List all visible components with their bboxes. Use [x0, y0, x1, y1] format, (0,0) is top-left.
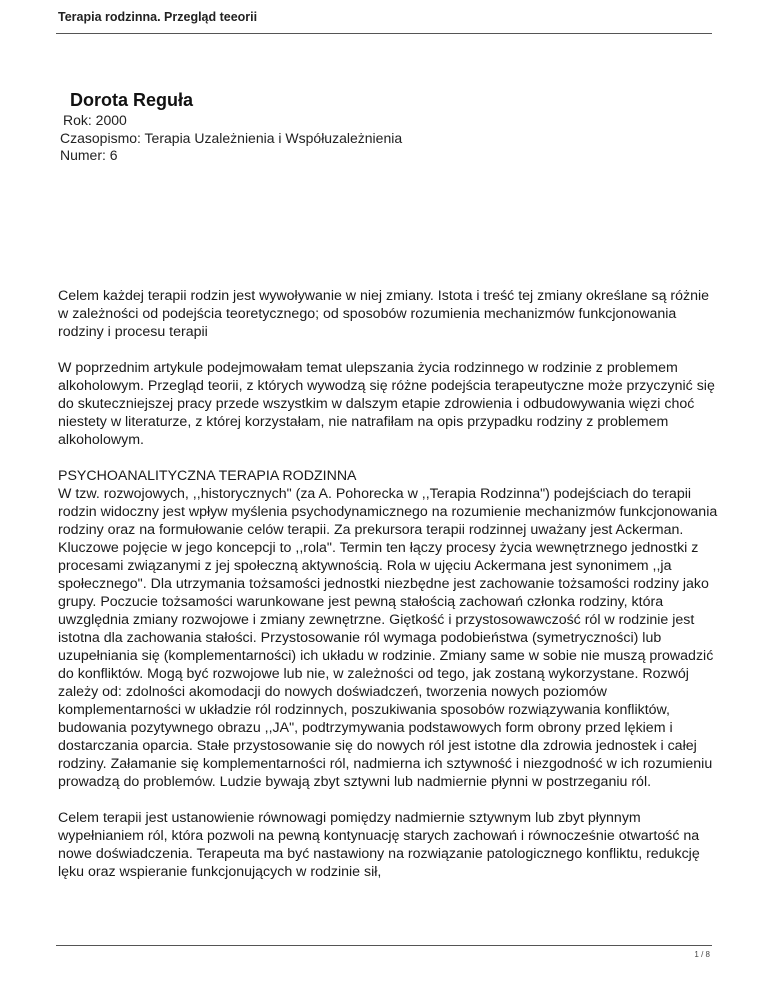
section-block — [58, 467, 718, 791]
document-running-title: Terapia rodzinna. Przegląd teeorii — [58, 10, 258, 24]
author-name: Dorota Reguła — [70, 90, 194, 110]
footer-divider — [56, 945, 712, 946]
article-body — [58, 287, 718, 899]
publication-year: Rok: 2000 — [63, 112, 127, 128]
page-number: 1 / 8 — [694, 950, 710, 959]
header-divider — [56, 33, 712, 34]
body-paragraph: W poprzednim artykule podejmowałam temat ulepszania życia rodzinnego w rodzinie z problemem alkoholowym. Przegląd teorii, z których wywodzą się różne podejścia terapeutyczne może przyczynić się do skuteczniejszej pracy przede wszystkim w dalszym etapie zdrowienia i odbudowywania więzi choć niestety w literaturze, z której korzystałam, nie natrafiłam na opis przypadku rodziny z problemem alkoholowym. — [58, 360, 715, 448]
body-paragraph: W tzw. rozwojowych, ,,historycznych" (za A. Pohorecka w ,,Terapia Rodzinna") podejściach do terapii rodzin widoczny jest wpływ myślenia psychodynamicznego na rozumienie mechanizmów funkcjonowania rodziny oraz na formułowanie celów terapii. Za prekursora terapii rodzinnej uważany jest Ackerman. Kluczowe pojęcie w jego koncepcji to ,,rola". Termin ten łączy procesy życia wewnętrznego jednostki z procesami związanymi z jej społeczną aktywnością. Rola w ujęciu Ackermana jest synonimem ,,ja społecznego". Dla utrzymania tożsamości jednostki niezbędne jest zachowanie tożsamości rodziny jako grupy. Poczucie tożsamości warunkowane jest pewną stałością zachowań członka rodziny, która uwzględnia zmiany rozwojowe i zmiany zewnętrzne. Giętkość i przystosowawczość ról w rodzinie jest istotna dla zachowania stałości. Przystosowanie ról wymaga podobieństwa (symetryczności) lub uzupełniania się (komplementarności) ich układu w rodzinie. Zmiany same w sobie nie muszą prowadzić do konfliktów. Mogą być rozwojowe lub nie, w zależności od tego, jak zostaną wykorzystane. Rozwój zależy od: zdolności akomodacji do nowych doświadczeń, tworzenia nowych poziomów komplementarności w układzie ról rodzinnych, poszukiwania sposobów rozwiązywania konfliktów, budowania pozytywnego obrazu ,,JA", podtrzymywania podstawowych form obrony przed lękiem i dostarczania oparcia. Stałe przystosowanie się do nowych ról jest istotne dla zdrowia jednostek i całej rodziny. Załamanie się komplementarności ról, nadmierna ich sztywność i niezgodność w ich rozumieniu prowadzą do problemów. Ludzie bywają zbyt sztywni lub nadmiernie płynni w postrzeganiu ról. — [58, 486, 718, 790]
body-paragraph: Celem terapii jest ustanowienie równowagi pomiędzy nadmiernie sztywnym lub zbyt płynnym wypełnianiem ról, która pozwoli na pewną kontynuację starych zachowań i równocześnie otwartość na nowe doświadczenia. Terapeuta ma być nastawiony na rozwiązanie patologicznego konfliktu, redukcję lęku oraz wspieranie funkcjonujących w rodzinie sił, — [58, 810, 700, 880]
article-metadata — [60, 112, 402, 165]
section-heading: PSYCHOANALITYCZNA TERAPIA RODZINNA — [58, 468, 357, 484]
issue-number: Numer: 6 — [60, 147, 118, 163]
lead-paragraph: Celem każdej terapii rodzin jest wywoływanie w niej zmiany. Istota i treść tej zmiany określane są różnie w zależności od podejścia teoretycznego; od sposobów rozumienia mechanizmów funkcjonowania rodziny i procesu terapii — [58, 288, 710, 340]
journal-name: Czasopismo: Terapia Uzależnienia i Współuzależnienia — [60, 129, 403, 146]
